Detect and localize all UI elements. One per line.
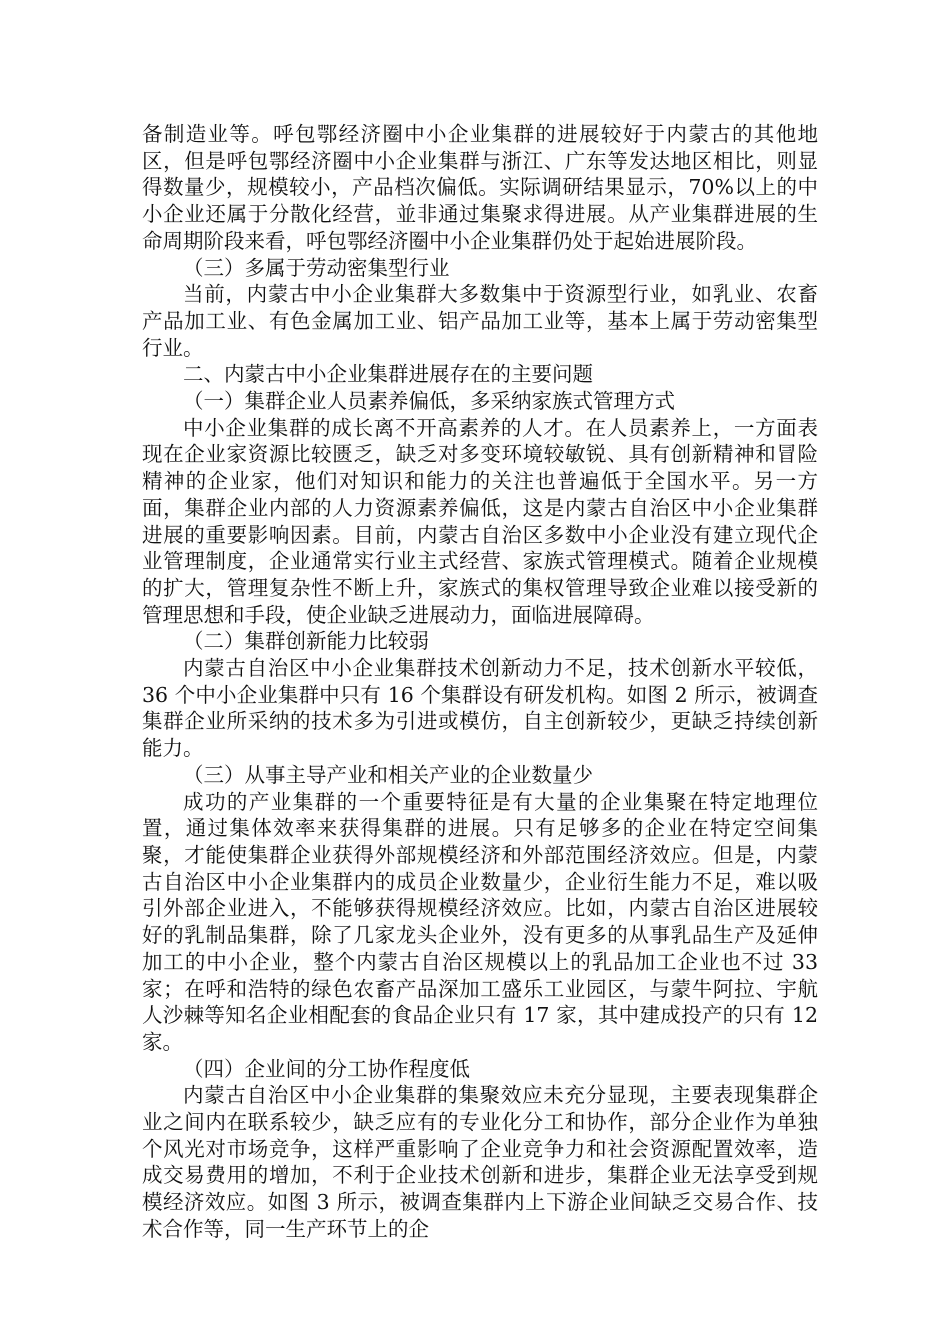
section-heading: （三）从事主导产业和相关产业的企业数量少 bbox=[183, 762, 593, 787]
body-paragraph: 成功的产业集群的一个重要特征是有大量的企业集聚在特定地理位置，通过集体效率来获得集群的进展。只有足够多的企业在特定空间集聚，才能使集群企业获得外部规模经济和外部范围经济效应。但是，内蒙古自治区中小企业集群内的成员企业数量少，企业衍生能力不足，难以吸引外部企业进入，不能够获得规模经济效应。比如，内蒙古自治区进展较好的乳制品集群，除了几家龙头企业外，没有更多的从事乳品生产及延伸加工的中小企业，整个内蒙古自治区规模以上的乳品加工企业也不过 33 家；在呼和浩特的绿色农畜产品深加工盛乐工业园区，与蒙牛阿拉、宇航人沙棘等知名企业相配套的食品企业只有 17 家，其中建成投产的只有 12 家。 bbox=[142, 789, 818, 1054]
document-page bbox=[142, 121, 818, 1243]
body-paragraph: 内蒙古自治区中小企业集群技术创新动力不足，技术创新水平较低，36 个中小企业集群中只有 16 个集群设有研发机构。如图 2 所示，被调查集群企业所采纳的技术多为引进或模仿，自主创新较少，更缺乏持续创新能力。 bbox=[142, 656, 818, 761]
section-heading: （二）集群创新能力比较弱 bbox=[183, 629, 429, 654]
body-paragraph: 当前，内蒙古中小企业集群大多数集中于资源型行业，如乳业、农畜产品加工业、有色金属加工业、铝产品加工业等，基本上属于劳动密集型行业。 bbox=[142, 282, 818, 360]
chapter-heading: 二、内蒙古中小企业集群进展存在的主要问题 bbox=[183, 362, 593, 387]
section-heading: （三）多属于劳动密集型行业 bbox=[183, 255, 450, 280]
section-heading: （一）集群企业人员素养偏低，多采纳家族式管理方式 bbox=[183, 389, 675, 414]
body-paragraph: 内蒙古自治区中小企业集群的集聚效应未充分显现，主要表现集群企业之间内在联系较少，缺乏应有的专业化分工和协作，部分企业作为单独个风光对市场竞争，这样严重影响了企业竞争力和社会资源配置效率，造成交易费用的增加，不利于企业技术创新和进步，集群企业无法享受到规模经济效应。如图 3 所示，被调查集群内上下游企业间缺乏交易合作、技术合作等，同一生产环节上的企 bbox=[142, 1083, 818, 1241]
body-paragraph: 备制造业等。呼包鄂经济圈中小企业集群的进展较好于内蒙古的其他地区，但是呼包鄂经济圈中小企业集群与浙江、广东等发达地区相比，则显得数量少，规模较小，产品档次偏低。实际调研结果显示，70%以上的中小企业还属于分散化经营，並非通过集聚求得进展。从产业集群进展的生命周期阶段来看，呼包鄂经济圈中小企业集群仍处于起始进展阶段。 bbox=[142, 122, 818, 253]
body-paragraph: 中小企业集群的成长离不开高素养的人才。在人员素养上，一方面表现在企业家资源比较匮乏，缺乏对多变环境较敏锐、具有创新精神和冒险精神的企业家，他们对知识和能力的关注也普遍低于全国水平。另一方面，集群企业内部的人力资源素养偏低，这是内蒙古自治区中小企业集群进展的重要影响因素。目前，内蒙古自治区多数中小企业没有建立现代企业管理制度，企业通常实行业主式经营、家族式管理模式。随着企业规模的扩大，管理复杂性不断上升，家族式的集权管理导致企业难以接受新的管理思想和手段，使企业缺乏进展动力，面临进展障碍。 bbox=[142, 415, 818, 627]
section-heading: （四）企业间的分工协作程度低 bbox=[183, 1056, 470, 1081]
